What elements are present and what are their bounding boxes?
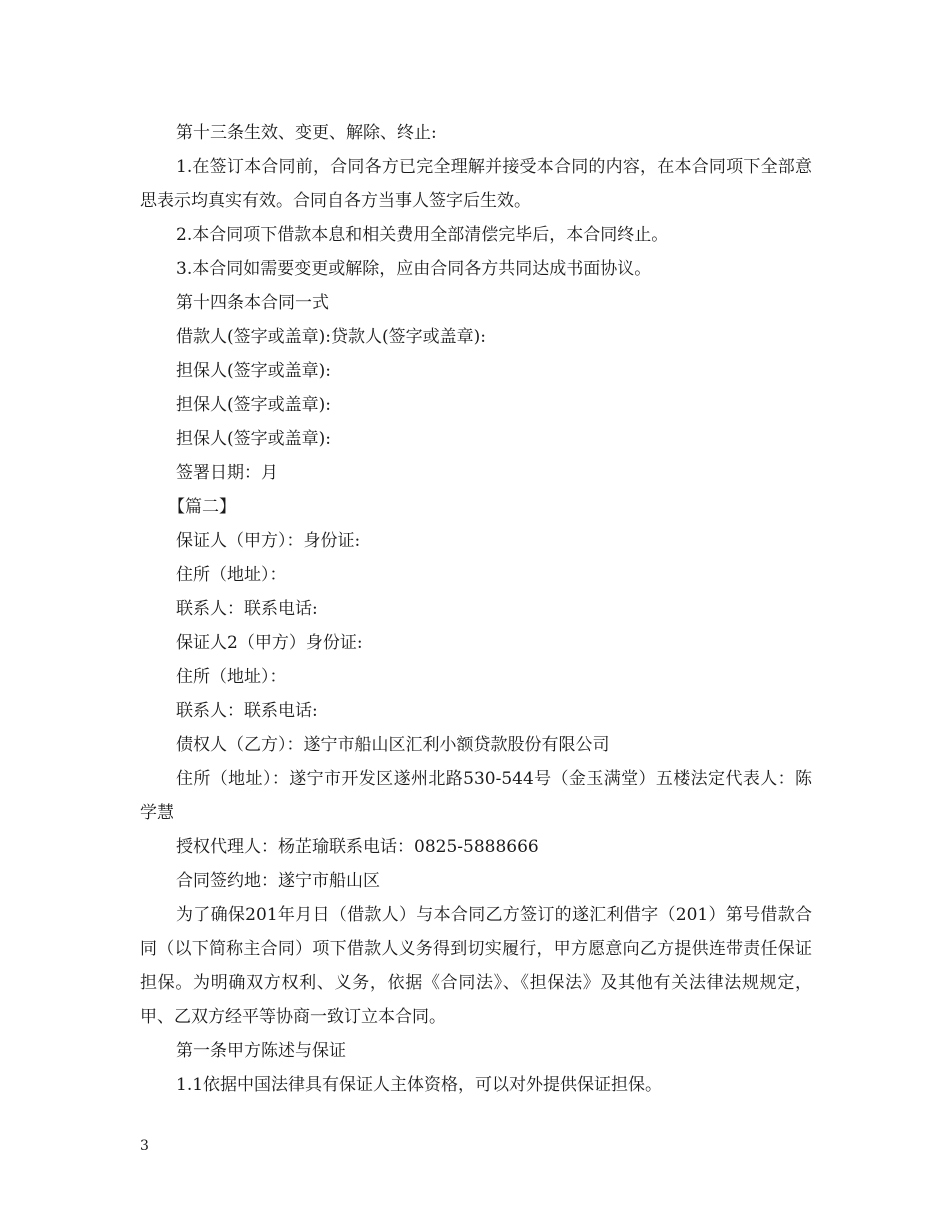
article-13-heading: 第十三条生效、变更、解除、终止: [176,123,437,143]
guarantor-signature-line: 担保人(签字或盖章): [176,361,331,381]
creditor-line: 债权人（乙方）：遂宁市船山区汇利小额贷款股份有限公司 [176,735,610,755]
guarantor-1-address-line: 住所（地址）： [176,565,287,585]
section-heading-part-two: 【篇二】 [168,497,236,517]
signing-date-line: 签署日期：月 [176,463,278,483]
guarantor-signature-line: 担保人(签字或盖章): [176,395,331,415]
article-14-heading: 第十四条本合同一式 [176,293,329,313]
creditor-address-line: 住所（地址）：遂宁市开发区遂州北路530-544号（金玉满堂）五楼法定代表人：陈学慧 [140,769,812,823]
article-1-clause-1: 1.1依据中国法律具有保证人主体资格，可以对外提供保证担保。 [176,1075,663,1095]
article-13-clause-1: 1.在签订本合同前，合同各方已完全理解并接受本合同的内容，在本合同项下全部意思表示均真实有效。合同自各方当事人签字后生效。 [140,157,812,211]
preamble-paragraph: 为了确保201年月日（借款人）与本合同乙方签订的遂汇利借字（201）第号借款合同（以下简称主合同）项下借款人义务得到切实履行，甲方愿意向乙方提供连带责任保证担保。为明确双方权利、义务，依据《合同法》、《担保法》及其他有关法律法规规定，甲、乙双方经平等协商一致订立本合同。 [140,905,812,1027]
page-number: 3 [140,1138,149,1154]
guarantor-2-contact-line: 联系人：联系电话: [176,701,318,721]
article-13-clause-3: 3.本合同如需要变更或解除，应由合同各方共同达成书面协议。 [176,259,652,279]
authorized-agent-line: 授权代理人：杨芷瑜联系电话：0825-5888666 [176,837,539,857]
guarantor-1-id-line: 保证人（甲方）：身份证: [176,531,361,551]
guarantor-1-contact-line: 联系人：联系电话: [176,599,318,619]
article-1-heading: 第一条甲方陈述与保证 [176,1041,346,1061]
document-body [140,116,812,1102]
guarantor-2-address-line: 住所（地址）： [176,667,287,687]
borrower-lender-signature-line: 借款人(签字或盖章):贷款人(签字或盖章): [176,327,486,347]
signing-place-line: 合同签约地：遂宁市船山区 [176,871,380,891]
article-13-clause-2: 2.本合同项下借款本息和相关费用全部清偿完毕后，本合同终止。 [176,225,669,245]
guarantor-2-id-line: 保证人2（甲方）身份证: [176,633,363,653]
guarantor-signature-line: 担保人(签字或盖章): [176,429,331,449]
